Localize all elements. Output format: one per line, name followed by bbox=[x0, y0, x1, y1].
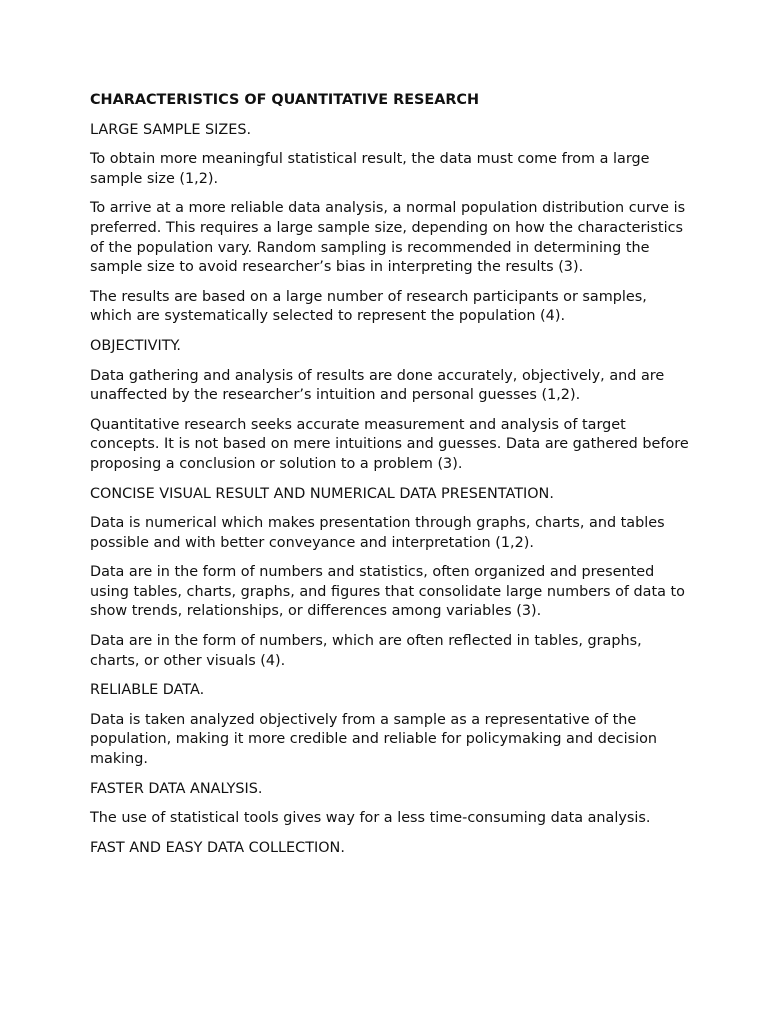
paragraph: To obtain more meaningful statistical result, the data must come from a large sample size (1,2). bbox=[90, 151, 650, 187]
paragraph: Data is numerical which makes presentation through graphs, charts, and tables possible and with better conveyance and interpretation (1,2). bbox=[90, 515, 665, 551]
paragraph: Data is taken analyzed objectively from a sample as a representative of the population, making it more credible and reliable for policymaking and decision making. bbox=[90, 711, 658, 768]
section-heading-concise-visual-result: CONCISE VISUAL RESULT AND NUMERICAL DATA PRESENTATION. bbox=[90, 485, 554, 502]
document-title: CHARACTERISTICS OF QUANTITATIVE RESEARCH bbox=[90, 92, 480, 108]
paragraph: Quantitative research seeks accurate measurement and analysis of target concepts. It is not based on mere intuitions and guesses. Data are gathered before proposing a conclusion or solution to a problem (3). bbox=[90, 416, 689, 472]
paragraph: Data are in the form of numbers, which are often reflected in tables, graphs, charts, or other visuals (4). bbox=[90, 633, 642, 669]
paragraph: Data are in the form of numbers and statistics, often organized and presented using tables, charts, graphs, and figures that consolidate large numbers of data to show trends, relationships, or differences among variables (3). bbox=[90, 564, 685, 620]
section-heading-fast-and-easy-data-collection: FAST AND EASY DATA COLLECTION. bbox=[90, 839, 345, 856]
paragraph: Data gathering and analysis of results are done accurately, objectively, and are unaffected by the researcher’s intuition and personal guesses (1,2). bbox=[90, 367, 665, 404]
section-heading-objectivity: OBJECTIVITY. bbox=[90, 337, 181, 354]
section-heading-faster-data-analysis: FASTER DATA ANALYSIS. bbox=[90, 780, 263, 797]
paragraph: The results are based on a large number of research participants or samples, which are systematically selected to represent the population (4). bbox=[90, 288, 647, 325]
document-page bbox=[90, 91, 690, 868]
paragraph: The use of statistical tools gives way for a less time-consuming data analysis. bbox=[90, 810, 651, 827]
section-heading-reliable-data: RELIABLE DATA. bbox=[90, 682, 205, 699]
paragraph: To arrive at a more reliable data analysis, a normal population distribution curve is preferred. This requires a large sample size, depending on how the characteristics of the population vary. Random sampling is recommended in determining the sample size to avoid researcher’s bias in interpreting the results (3). bbox=[90, 200, 686, 276]
section-heading-large-sample-sizes: LARGE SAMPLE SIZES. bbox=[90, 121, 252, 138]
